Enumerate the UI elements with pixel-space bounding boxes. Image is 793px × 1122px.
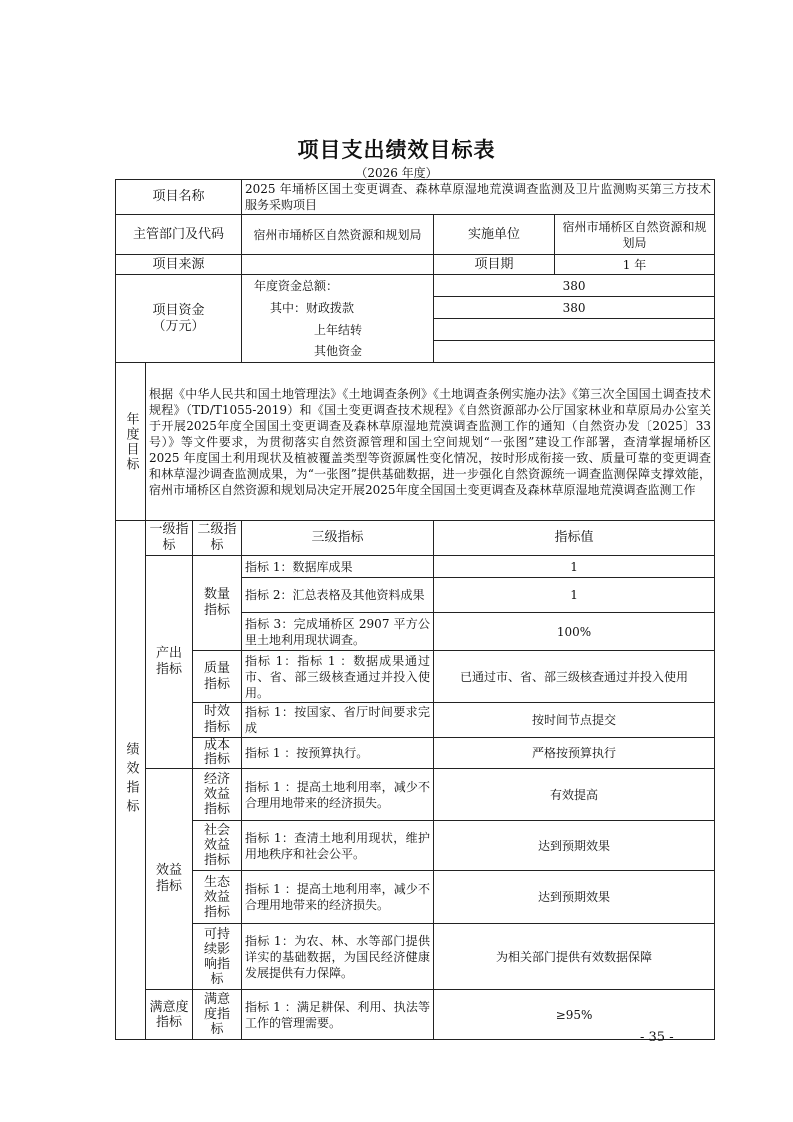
table-row xyxy=(116,821,715,871)
annual-goal-label-text: 年度目标 xyxy=(123,411,139,472)
social-value: 达到预期效果 xyxy=(434,821,715,871)
funds-total-label: 年度资金总额： xyxy=(242,275,434,297)
impl-value: 宿州市埇桥区自然资源和规划局 xyxy=(555,215,715,255)
sustainable-label xyxy=(193,924,242,990)
project-name-label: 项目名称 xyxy=(116,180,242,215)
sustainable-label-text: 可持续影响指标 xyxy=(203,926,230,987)
benefit-label-text: 效益指标 xyxy=(155,863,182,894)
source-label: 项目来源 xyxy=(116,255,242,275)
row-source xyxy=(116,255,715,275)
row-project-name xyxy=(116,180,715,215)
funds-fiscal-value: 380 xyxy=(434,297,715,319)
quality-text: 指标 1：指标 1 ：数据成果通过市、省、部三级核查通过并投入使用。 xyxy=(242,651,434,703)
annual-goal-label xyxy=(116,363,146,521)
period-value: 1 年 xyxy=(555,255,715,275)
row-department xyxy=(116,215,715,255)
satisfaction-label-2 xyxy=(193,990,242,1040)
row-funds-total xyxy=(116,275,715,297)
table-row xyxy=(116,871,715,924)
economic-text: 指标 1 ：提高土地利用率，减少不合理用地带来的经济损失。 xyxy=(242,769,434,821)
timeliness-value: 按时间节点提交 xyxy=(434,703,715,738)
quality-label xyxy=(193,651,242,703)
project-name-value: 2025 年埇桥区国土变更调查、森林草原湿地荒漠调查监测及卫片监测购买第三方技术服务采购项目 xyxy=(242,180,715,215)
satisfaction-label-2-text: 满意度指标 xyxy=(203,992,230,1037)
impl-label: 实施单位 xyxy=(434,215,555,255)
social-label-text: 社会效益指标 xyxy=(203,823,230,868)
ecological-label xyxy=(193,871,242,924)
funds-label-text: 项目资金（万元） xyxy=(152,302,205,334)
funds-carryover-value xyxy=(434,319,715,341)
page-number: - 35 - xyxy=(640,1030,674,1045)
quantity-item-1-value: 1 xyxy=(434,556,715,578)
quantity-label-text: 数量指标 xyxy=(203,587,230,618)
sustainable-value: 为相关部门提供有效数据保障 xyxy=(434,924,715,990)
cost-text: 指标 1 ：按预算执行。 xyxy=(242,738,434,769)
satisfaction-value: ≥95% xyxy=(434,990,715,1040)
cost-value: 严格按预算执行 xyxy=(434,738,715,769)
quality-value: 已通过市、省、部三级核查通过并投入使用 xyxy=(434,651,715,703)
row-performance-header xyxy=(116,521,715,556)
ecological-text: 指标 1 ：提高土地利用率，减少不合理用地带来的经济损失。 xyxy=(242,871,434,924)
output-label xyxy=(146,556,193,769)
funds-total-value: 380 xyxy=(434,275,715,297)
header-level2: 二级指标 xyxy=(193,521,242,556)
satisfaction-text: 指标 1 ：满足耕保、利用、执法等工作的管理需要。 xyxy=(242,990,434,1040)
quantity-item-3-text: 指标 3：完成埇桥区 2907 平方公里土地利用现状调查。 xyxy=(242,613,434,651)
cost-label-text: 成本指标 xyxy=(203,738,230,767)
source-value xyxy=(242,255,434,275)
table-row xyxy=(116,924,715,990)
header-value: 指标值 xyxy=(434,521,715,556)
satisfaction-label-1-text: 满意度指标 xyxy=(149,999,189,1030)
quantity-item-2-text: 指标 2：汇总表格及其他资料成果 xyxy=(242,578,434,613)
dept-label: 主管部门及代码 xyxy=(116,215,242,255)
header-level3: 三级指标 xyxy=(242,521,434,556)
timeliness-text: 指标 1：按国家、省厅时间要求完成 xyxy=(242,703,434,738)
performance-label-text: 绩效指标 xyxy=(123,742,139,818)
output-label-text: 产出指标 xyxy=(155,646,182,677)
table-row xyxy=(116,738,715,769)
quality-label-text: 质量指标 xyxy=(203,660,230,692)
header-level1: 一级指标 xyxy=(146,521,193,556)
sustainable-text: 指标 1：为农、林、水等部门提供详实的基础数据，为国民经济健康发展提供有力保障。 xyxy=(242,924,434,990)
table-row xyxy=(116,990,715,1040)
row-annual-goal xyxy=(116,363,715,521)
funds-other-label: 其他资金 xyxy=(242,341,434,363)
ecological-label-text: 生态效益指标 xyxy=(203,874,230,920)
dept-value: 宿州市埇桥区自然资源和规划局 xyxy=(242,215,434,255)
performance-label xyxy=(116,521,146,1040)
timeliness-label xyxy=(193,703,242,738)
cost-label xyxy=(193,738,242,769)
table-row xyxy=(116,769,715,821)
page-title: 项目支出绩效目标表 xyxy=(297,138,496,162)
annual-goal-text: 根据《中华人民共和国土地管理法》《土地调查条例》《土地调查条例实施办法》《第三次全国国土调查技术规程》（TD/T1055-2019）和《国土变更调查技术规程》《自然资源部办公厅国家林业和草原局办公室关于开展2025年度全国国土变更调查及森林草原湿地荒漠调查监测工作的通知（自然资办发〔2025〕33号）》等文件要求，为贯彻落实自然资源管理和国土空间规划“一张图”建设工作部署，查清掌握埇桥区 2025 年度国土利用现状及植被覆盖类型等资源属性变化情况，按时形成衔接一致、质量可靠的变更调查和林草湿沙调查监测成果，为“一张图”提供基础数据，进一步强化自然资源统一调查监测保障支撑效能，宿州市埇桥区自然资源和规划局决定开展2025年度全国国土变更调查及森林草原湿地荒漠调查监测工作 xyxy=(146,363,715,521)
social-text: 指标 1：查清土地利用现状，维护用地秩序和社会公平。 xyxy=(242,821,434,871)
funds-other-value xyxy=(434,341,715,363)
funds-carryover-label: 上年结转 xyxy=(242,319,434,341)
economic-label xyxy=(193,769,242,821)
page-subtitle: （2026 年度） xyxy=(355,166,438,180)
timeliness-label-text: 时效指标 xyxy=(203,704,230,735)
economic-value: 有效提高 xyxy=(434,769,715,821)
table-row xyxy=(116,556,715,578)
table-row xyxy=(116,651,715,703)
quantity-item-1-text: 指标 1：数据库成果 xyxy=(242,556,434,578)
ecological-value: 达到预期效果 xyxy=(434,871,715,924)
quantity-item-2-value: 1 xyxy=(434,578,715,613)
performance-goal-table xyxy=(115,179,715,1040)
benefit-label xyxy=(146,769,193,990)
funds-label xyxy=(116,275,242,363)
funds-fiscal-label: 其中：财政拨款 xyxy=(242,297,434,319)
social-label xyxy=(193,821,242,871)
table-row xyxy=(116,703,715,738)
satisfaction-label-1 xyxy=(146,990,193,1040)
period-label: 项目期 xyxy=(434,255,555,275)
quantity-label xyxy=(193,556,242,651)
quantity-item-3-value: 100% xyxy=(434,613,715,651)
economic-label-text: 经济效益指标 xyxy=(203,772,230,817)
